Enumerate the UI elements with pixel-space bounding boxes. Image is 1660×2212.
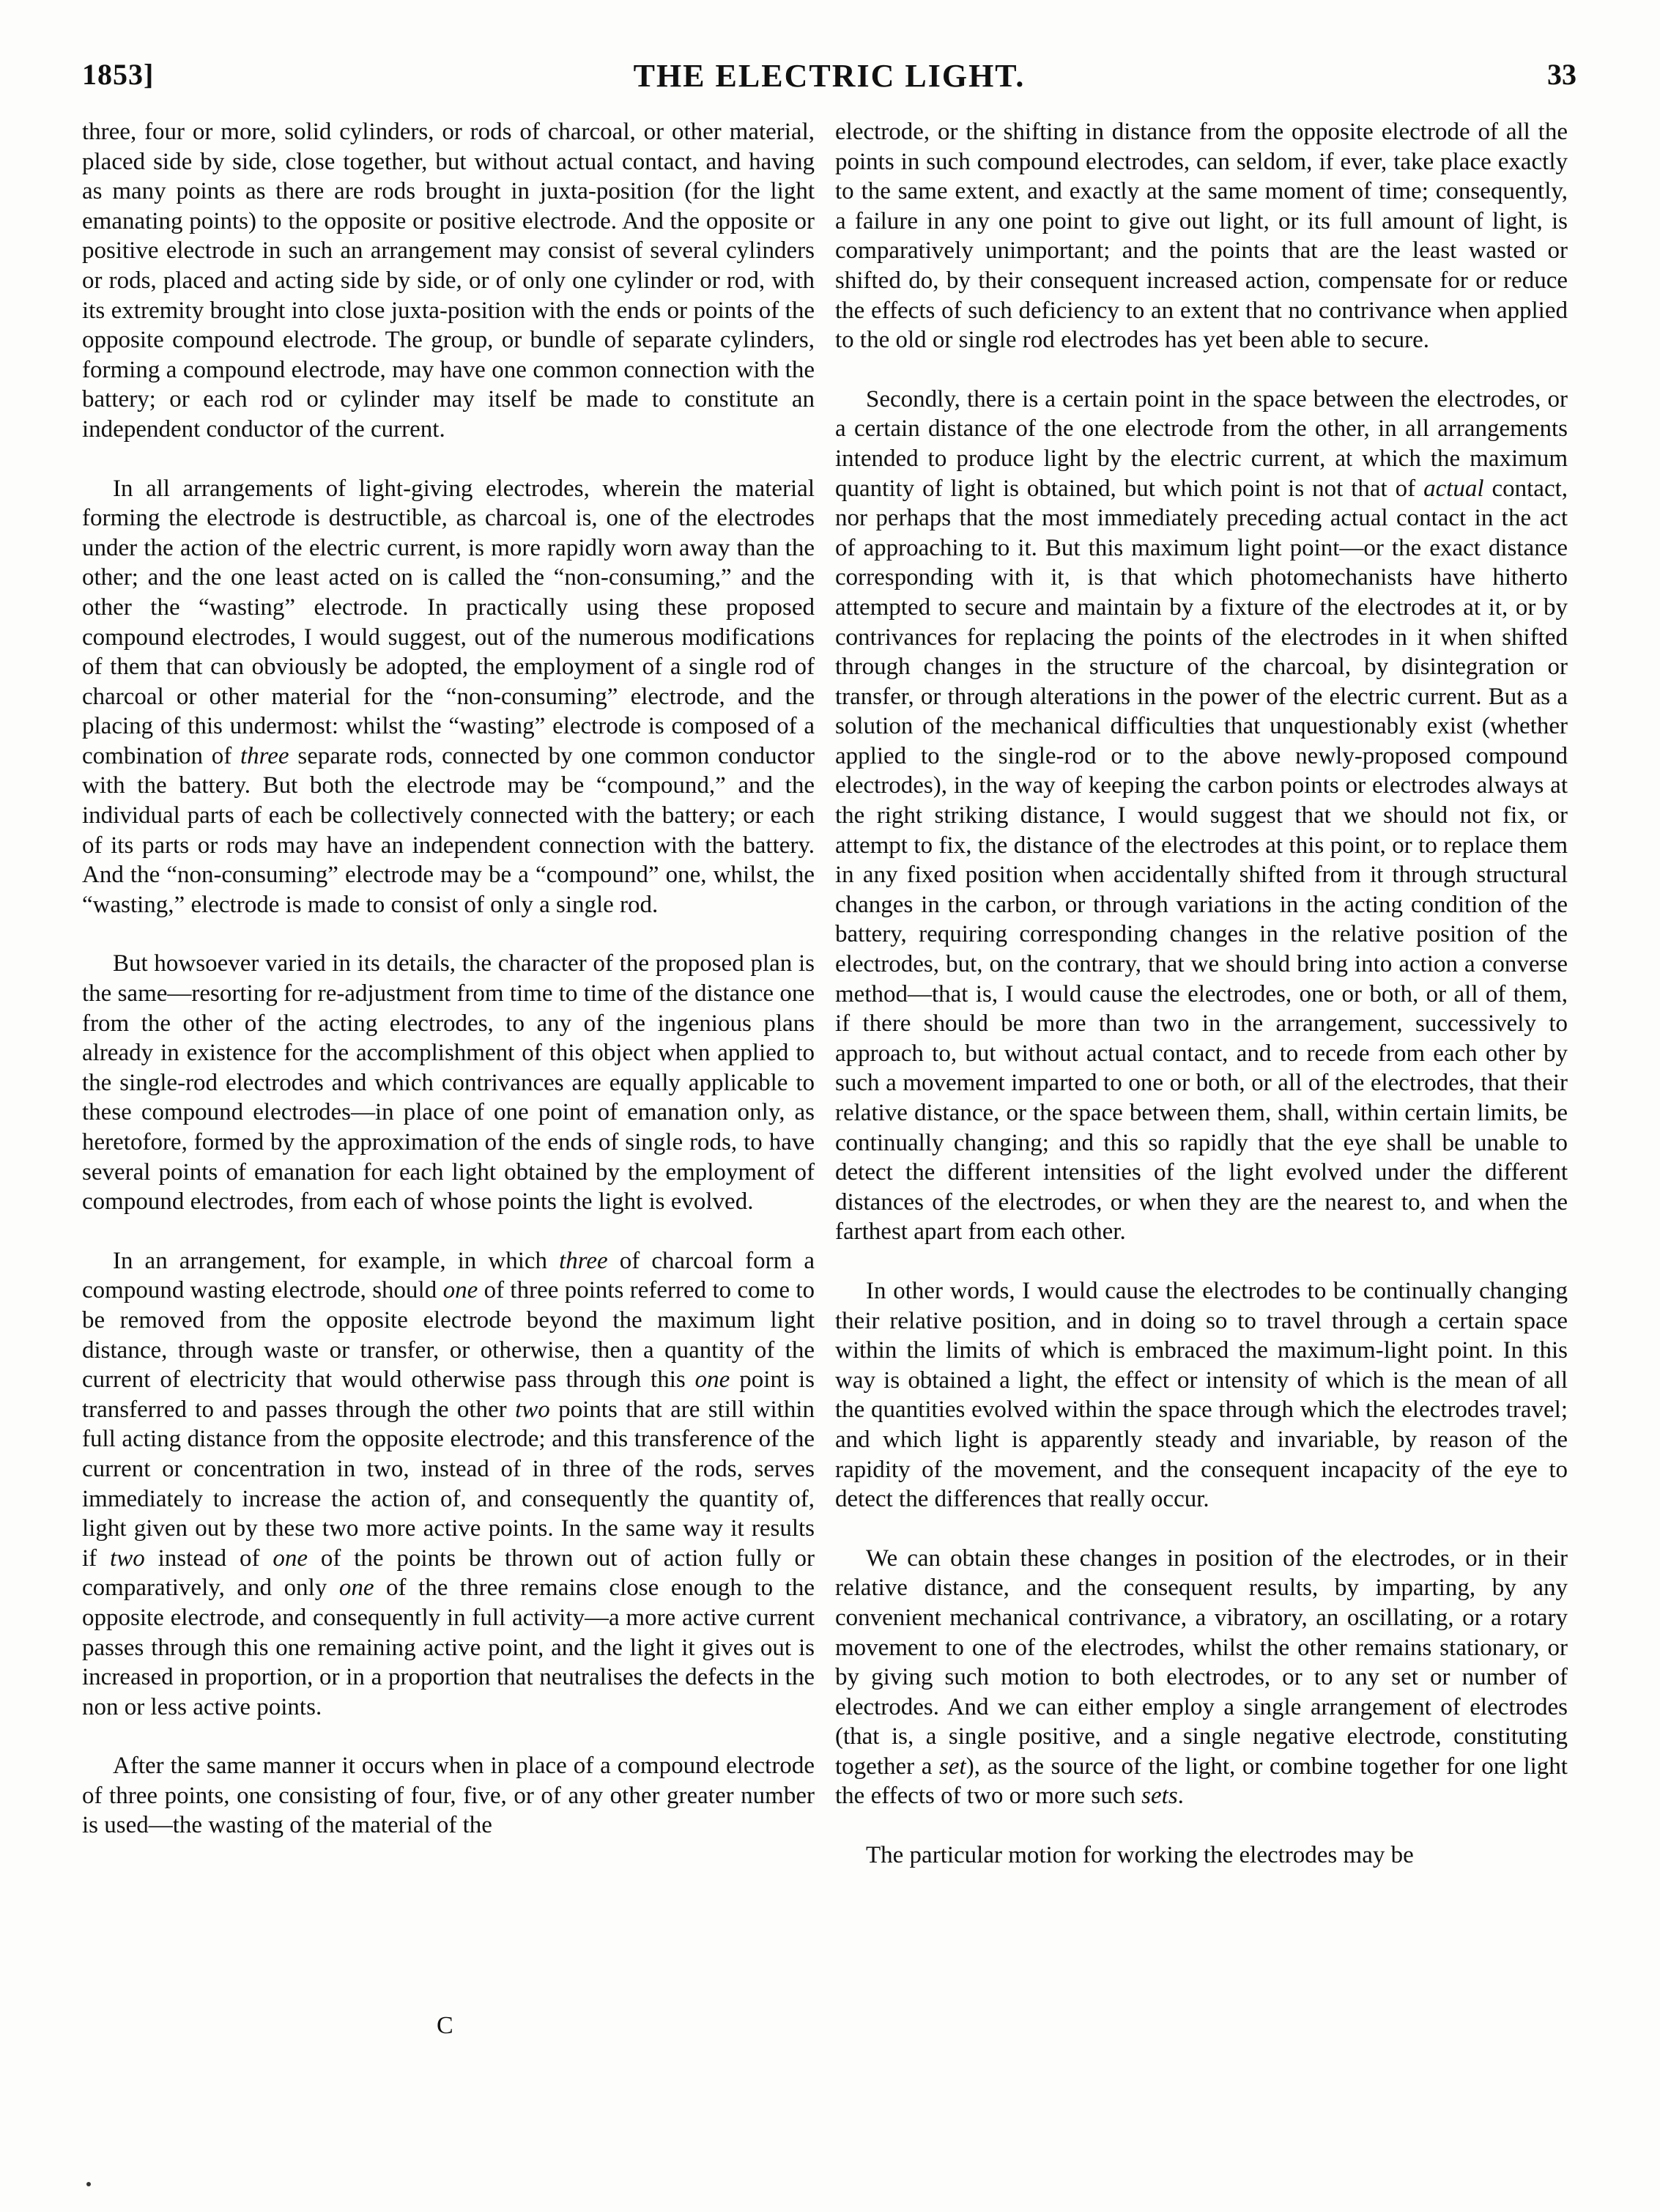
paragraph: The particular motion for working the electrodes may be [866,1842,1414,1869]
paragraph: electrode, or the shifting in distance from the opposite electrode of all the points in such compound electrodes, can seldom, if ever, take place exactly to the same extent, and exactly at the same moment of time; consequently, a failure in any one point to give out light, or its full amount of light, is comparatively unimportant; and the points that are the least wasted or shifted do, by their consequent increased action, compensate for or reduce the effects of such deficiency to an extent that no contrivance when applied to the old or single rod electrodes has yet been able to secure. [835,119,1568,354]
page-number: 33 [1547,58,1576,91]
header-year: 1853] [82,58,155,91]
paragraph: But howsoever varied in its details, the character of the proposed plan is the same—resorting for re-adjustment from time to time of the distance one from the other of the acting electrodes, to any of the ingenious plans already in existence for the accomplishment of this object when applied to the single-rod electrodes and which contrivances are equally applicable to these compound electrodes—in place of one point of emanation only, as heretofore, formed by the approximation of the ends of single rods, to have several points of emanation for each light obtained by the employment of compound electrodes, from each of whose points the light is evolved. [82,950,815,1216]
left-column [82,117,815,1870]
paragraph: In an arrangement, for example, in which three of charcoal form a compound wasting electrode, should one of three points referred to come to be removed from the opposite electrode beyond the maximum light distance, through waste or transfer, or otherwise, then a quantity of the current of electricity that would otherwise pass through this one point is transferred to and passes through the other two points that are still within full acting distance from the opposite electrode; and this transference of the current or concentration in two, instead of in three of the rods, serves immediately to increase the action of, and consequently the quantity of, light given out by these two more active points. In the same way it results if two instead of one of the points be thrown out of action fully or comparatively, and only one of the three remains close enough to the opposite electrode, and consequently in full activity—a more active current passes through this one remaining active point, and the light it gives out is increased in proportion, or in a proportion that neutralises the defects in the non or less active points. [82,1247,815,1720]
page-title: THE ELECTRIC LIGHT. [633,58,1026,94]
paragraph: In other words, I would cause the electrodes to be continually changing their relative position, and in doing so to travel through a certain space within the limits of which is embraced the maximum-light point. In this way is obtained a light, the effect or intensity of which is the mean of all the quantities evolved within the space through which the electrodes travel; and which light is apparently steady and invariable, by reason of the rapidity of the movement, and the consequent incapacity of the eye to detect the differences that really occur. [835,1277,1568,1513]
paragraph: three, four or more, solid cylinders, or rods of charcoal, or other material, placed side by side, close together, but without actual contact, and having as many points as there are rods brought in juxta-position (for the light emanating points) to the opposite or positive electrode. And the opposite or positive electrode in such an arrangement may consist of several cylinders or rods, placed and acting side by side, or of only one cylinder or rod, with its extremity brought into close juxta-position with the ends or points of the opposite compound electrode. The group, or bundle of separate cylinders, forming a compound electrode, may have one common connection with the battery; or each rod or cylinder may itself be made to constitute an independent conductor of the current. [82,119,815,443]
right-column [835,117,1568,1900]
paragraph: After the same manner it occurs when in place of a compound electrode of three points, one consisting of four, five, or of any other greater number is used—the wasting of the material of the [82,1753,815,1839]
paragraph: Secondly, there is a certain point in the space between the electrodes, or a certain distance of the one electrode from the other, in all arrangements intended to produce light by the electric current, at which the maximum quantity of light is obtained, but which point is not that of actual contact, nor perhaps that the most immediately preceding actual contact in the act of approaching to it. But this maximum light point—or the exact distance corresponding with it, is that which photomechanists have hitherto attempted to secure and maintain by a fixture of the electrodes at it, or by contrivances for replacing the points of the electrodes in it when shifted through changes in the structure of the charcoal, by disintegration or transfer, or through alterations in the power of the electric current. But as a solution of the mechanical difficulties that unquestionably exist (whether applied to the single-rod or to the above newly-proposed compound electrodes), in the way of keeping the carbon points or electrodes always at the right striking distance, I would suggest that we should not fix, or attempt to fix, the distance of the electrodes at this point, or to replace them in any fixed position when accidentally shifted from it through structural changes in the carbon, or through variations in the acting condition of the battery, requiring corresponding changes in the relative position of the electrodes, but, on the contrary, that we should bring into action a converse method—that is, I would cause the electrodes, one or both, or all of them, if there should be more than two in the arrangement, successively to approach to, but without actual contact, and to recede from each other by such a movement imparted to one or both, or all of the electrodes, that their relative distance, or the space between them, shall, within certain limits, be continually changing; and this so rapidly that the eye shall be unable to detect the different intensities of the light evolved under the different distances of the electrodes, or when they are the nearest to, and when the farthest apart from each other. [835,385,1568,1246]
paragraph: We can obtain these changes in position of the electrodes, or in their relative distance, and the consequent results, by imparting, by any convenient mechanical contrivance, a vibratory, an oscillating, or a rotary movement to one of the electrodes, whilst the other remains stationary, or by giving such motion to both electrodes, or to any set or number of electrodes. And we can either employ a single arrangement of electrodes (that is, a single positive, and a single negative electrode, constituting together a set), as the source of the light, or combine together for one light the effects of two or more such sets. [835,1545,1568,1810]
print-speck [86,2182,91,2186]
signature-mark: C [437,2012,453,2039]
paragraph: In all arrangements of light-giving electrodes, wherein the material forming the electrode is destructible, as charcoal is, one of the electrodes under the action of the electric current, is more rapidly worn away than the other; and the one least acted on is called the “non-consuming,” and the other the “wasting” electrode. In practically using these proposed compound electrodes, I would suggest, out of the numerous modifications of them that can obviously be adopted, the employment of a single rod of charcoal or other material for the “non-consuming” electrode, and the placing of this undermost: whilst the “wasting” electrode is composed of a combination of three separate rods, connected by one common conductor with the battery. But both the electrode may be “compound,” and the individual parts of each be collectively connected with the battery; or each of its parts or rods may have an independent connection with the battery. And the “non-consuming” electrode may be a “compound” one, whilst, the “wasting,” electrode is made to consist of only a single rod. [82,475,815,918]
running-header [82,57,1576,101]
